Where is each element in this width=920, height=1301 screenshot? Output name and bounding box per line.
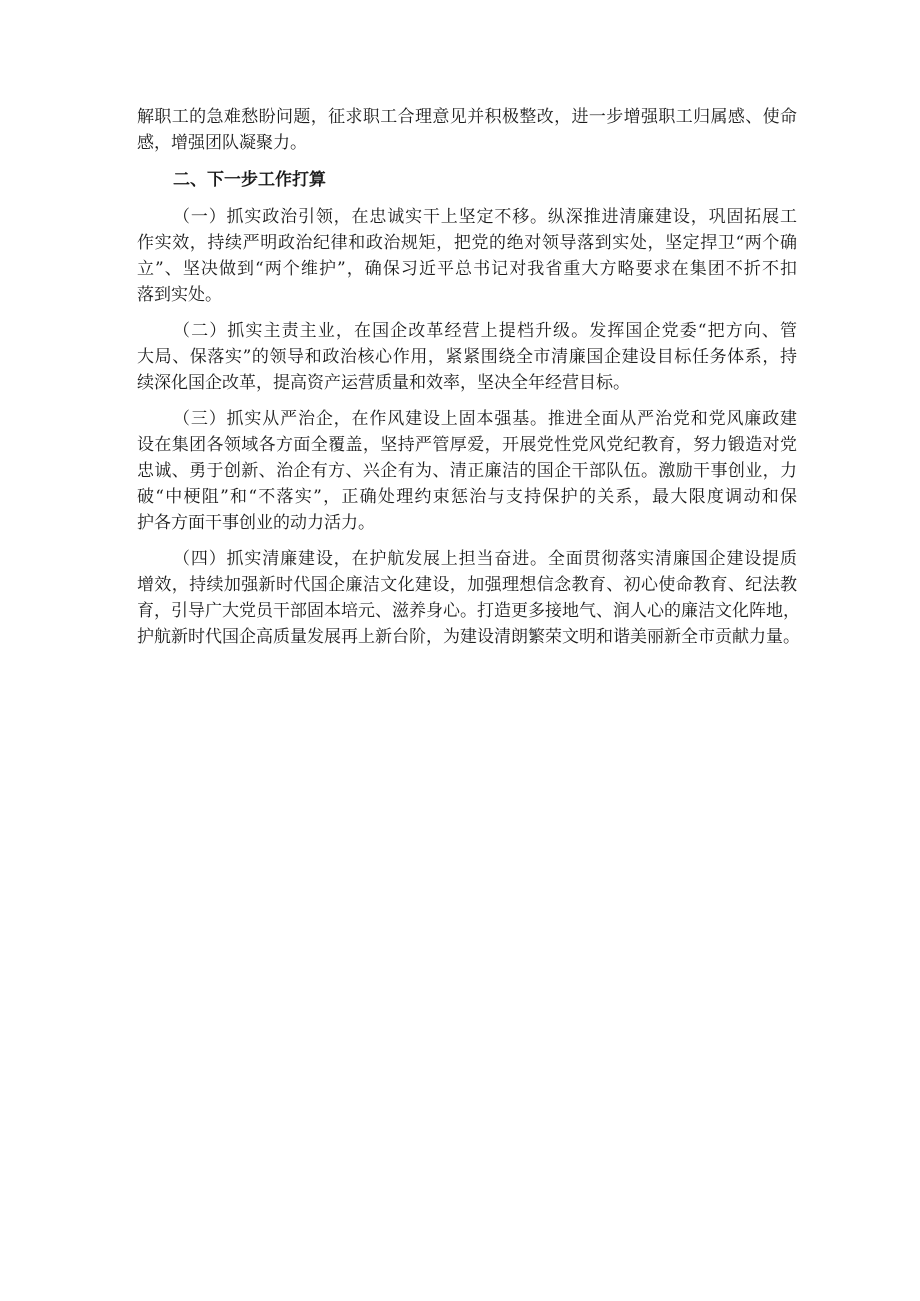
paragraph-4: [137, 546, 800, 650]
text-line: 破“中梗阻”和“不落实”，正确处理约束惩治与支持保护的关系，最大限度调动和保: [137, 487, 797, 507]
text-line: 立”、坚决做到“两个维护”，确保习近平总书记对我省重大方略要求在集团不折不扣: [137, 259, 797, 279]
text-line: （四）抓实清廉建设，在护航发展上担当奋进。全面贯彻落实清廉国企建设提质: [173, 549, 797, 569]
text-line: 设在集团各领域各方面全覆盖，坚持严管厚爱，开展党性党风党纪教育，努力锻造对党: [137, 435, 797, 455]
text-line: （三）抓实从严治企，在作风建设上固本强基。推进全面从严治党和党风廉政建: [173, 409, 797, 429]
text-line: 感，增强团队凝聚力。: [137, 133, 307, 153]
paragraph-3: [137, 406, 797, 536]
text-line: 续深化国企改革，提高资产运营质量和效率，坚决全年经营目标。: [137, 373, 630, 393]
text-line: 作实效，持续严明政治纪律和政治规矩，把党的绝对领导落到实处，坚定捍卫“两个确: [137, 233, 797, 253]
paragraph-2: [137, 318, 797, 396]
text-line: （二）抓实主责主业，在国企改革经营上提档升级。发挥国企党委“把方向、管: [173, 321, 797, 341]
text-line: 解职工的急难愁盼问题，征求职工合理意见并积极整改，进一步增强职工归属感、使命: [137, 107, 797, 127]
text-line: 落到实处。: [137, 285, 222, 305]
paragraph-1: [137, 204, 797, 308]
document-page: [137, 104, 800, 660]
text-line: 护航新时代国企高质量发展再上新台阶，为建设清朗繁荣文明和谐美丽新全市贡献力量。: [137, 627, 800, 647]
text-line: 忠诚、勇于创新、治企有方、兴企有为、清正廉洁的国企干部队伍。激励干事创业，力: [137, 461, 797, 481]
text-line: （一）抓实政治引领，在忠诚实干上坚定不移。纵深推进清廉建设，巩固拓展工: [173, 207, 797, 227]
text-line: 增效，持续加强新时代国企廉洁文化建设，加强理想信念教育、初心使命教育、纪法教: [137, 575, 797, 595]
text-line: 育，引导广大党员干部固本培元、滋养身心。打造更多接地气、润人心的廉洁文化阵地，: [137, 601, 800, 621]
intro-paragraph: [137, 104, 797, 156]
text-line: 大局、保落实”的领导和政治核心作用，紧紧围绕全市清廉国企建设目标任务体系，持: [137, 347, 797, 367]
text-line: 护各方面干事创业的动力活力。: [137, 513, 375, 533]
section-heading: 二、下一步工作打算: [173, 170, 326, 190]
